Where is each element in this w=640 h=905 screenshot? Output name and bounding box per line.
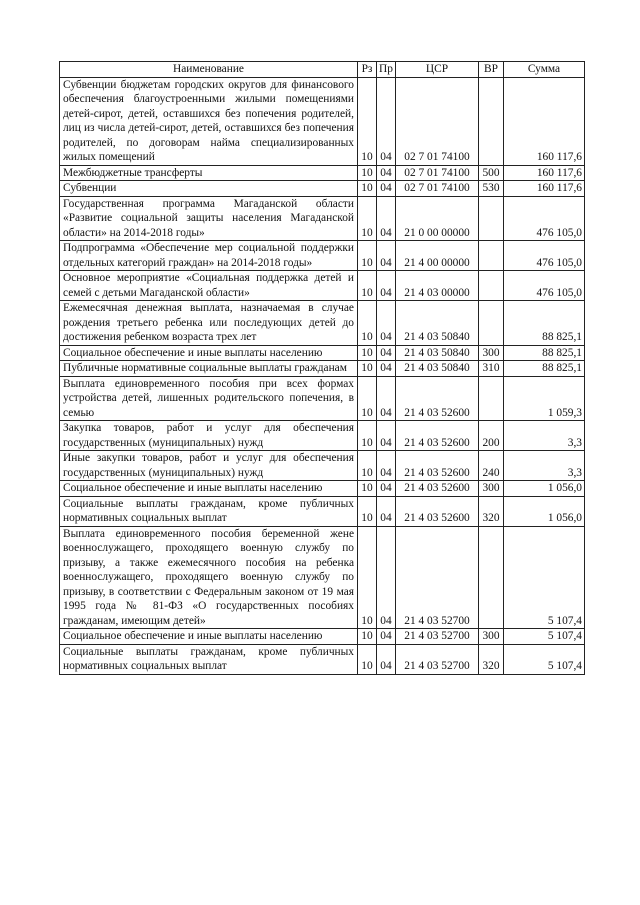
cell-vr: 240 [479, 451, 504, 481]
cell-vr: 300 [479, 345, 504, 361]
table-row [60, 451, 585, 481]
table-row [60, 644, 585, 674]
cell-rz: 10 [358, 421, 377, 451]
cell-csr: 02 7 01 74100 [396, 77, 479, 165]
cell-csr: 02 7 01 74100 [396, 181, 479, 197]
cell-vr [479, 526, 504, 629]
cell-vr: 320 [479, 496, 504, 526]
cell-sum: 88 825,1 [504, 345, 585, 361]
cell-pr: 04 [377, 241, 396, 271]
cell-pr: 04 [377, 345, 396, 361]
cell-name: Выплата единовременного пособия при всех формах устройства детей, лишенных родительского попечения, в семью [60, 376, 358, 421]
table-row [60, 271, 585, 301]
cell-name: Социальное обеспечение и иные выплаты населению [60, 629, 358, 645]
header-pr: Пр [377, 62, 396, 78]
cell-vr [479, 196, 504, 241]
cell-vr [479, 271, 504, 301]
cell-name: Социальное обеспечение и иные выплаты населению [60, 481, 358, 497]
table-row [60, 376, 585, 421]
cell-vr [479, 77, 504, 165]
cell-sum: 3,3 [504, 451, 585, 481]
cell-csr: 21 4 03 50840 [396, 345, 479, 361]
table-row [60, 526, 585, 629]
cell-name: Социальное обеспечение и иные выплаты населению [60, 345, 358, 361]
cell-sum: 160 117,6 [504, 165, 585, 181]
cell-rz: 10 [358, 165, 377, 181]
cell-sum: 5 107,4 [504, 526, 585, 629]
cell-csr: 21 4 03 00000 [396, 271, 479, 301]
cell-sum: 1 056,0 [504, 481, 585, 497]
cell-csr: 21 4 03 52700 [396, 629, 479, 645]
cell-sum: 1 059,3 [504, 376, 585, 421]
cell-vr: 530 [479, 181, 504, 197]
cell-vr [479, 301, 504, 346]
table-row [60, 241, 585, 271]
cell-sum: 476 105,0 [504, 196, 585, 241]
cell-csr: 21 4 03 52600 [396, 481, 479, 497]
cell-csr: 02 7 01 74100 [396, 165, 479, 181]
cell-rz: 10 [358, 376, 377, 421]
table-row [60, 361, 585, 377]
cell-rz: 10 [358, 345, 377, 361]
cell-pr: 04 [377, 376, 396, 421]
cell-pr: 04 [377, 165, 396, 181]
cell-rz: 10 [358, 301, 377, 346]
cell-csr: 21 4 03 52600 [396, 451, 479, 481]
cell-rz: 10 [358, 181, 377, 197]
cell-rz: 10 [358, 196, 377, 241]
table-row [60, 77, 585, 165]
table-row [60, 165, 585, 181]
table-header-row [60, 62, 585, 78]
cell-rz: 10 [358, 496, 377, 526]
table-row [60, 181, 585, 197]
table-row [60, 421, 585, 451]
cell-name: Субвенции бюджетам городских округов для финансового обеспечения благоустроенными жилыми помещениями детей-сирот, детей, оставшихся без попечения родителей, лиц из числа детей-сирот, детей, оставшихся без попечения родителей, по договорам найма специализированных жилых помещений [60, 77, 358, 165]
cell-rz: 10 [358, 77, 377, 165]
cell-csr: 21 4 03 52700 [396, 526, 479, 629]
cell-sum: 476 105,0 [504, 241, 585, 271]
cell-pr: 04 [377, 77, 396, 165]
cell-pr: 04 [377, 181, 396, 197]
cell-vr: 500 [479, 165, 504, 181]
cell-pr: 04 [377, 361, 396, 377]
cell-sum: 160 117,6 [504, 77, 585, 165]
cell-sum: 1 056,0 [504, 496, 585, 526]
cell-vr: 320 [479, 644, 504, 674]
cell-vr [479, 376, 504, 421]
cell-pr: 04 [377, 481, 396, 497]
cell-pr: 04 [377, 496, 396, 526]
cell-rz: 10 [358, 241, 377, 271]
cell-pr: 04 [377, 421, 396, 451]
cell-sum: 88 825,1 [504, 361, 585, 377]
cell-vr: 300 [479, 629, 504, 645]
cell-rz: 10 [358, 629, 377, 645]
cell-sum: 5 107,4 [504, 629, 585, 645]
budget-table [59, 61, 585, 675]
table-row [60, 345, 585, 361]
cell-csr: 21 4 00 00000 [396, 241, 479, 271]
cell-pr: 04 [377, 196, 396, 241]
cell-rz: 10 [358, 271, 377, 301]
table-row [60, 301, 585, 346]
cell-name: Основное мероприятие «Социальная поддержка детей и семей с детьми Магаданской области» [60, 271, 358, 301]
cell-csr: 21 4 03 50840 [396, 361, 479, 377]
cell-rz: 10 [358, 481, 377, 497]
cell-csr: 21 4 03 52600 [396, 496, 479, 526]
table-body [60, 77, 585, 674]
cell-name: Государственная программа Магаданской области «Развитие социальной защиты населения Магаданской области» на 2014-2018 годы» [60, 196, 358, 241]
cell-name: Выплата единовременного пособия беременной жене военнослужащего, проходящего военную службу по призыву, а также ежемесячного пособия на ребенка военнослужащего, проходящего военную службу по призыву, в соответствии с Федеральным законом от 19 мая 1995 года № 81-ФЗ «О государственных пособиях гражданам, имеющим детей» [60, 526, 358, 629]
cell-sum: 5 107,4 [504, 644, 585, 674]
header-sum: Сумма [504, 62, 585, 78]
cell-csr: 21 4 03 52600 [396, 376, 479, 421]
cell-rz: 10 [358, 361, 377, 377]
cell-name: Публичные нормативные социальные выплаты гражданам [60, 361, 358, 377]
table-row [60, 496, 585, 526]
cell-vr: 300 [479, 481, 504, 497]
cell-pr: 04 [377, 271, 396, 301]
cell-name: Межбюджетные трансферты [60, 165, 358, 181]
cell-rz: 10 [358, 451, 377, 481]
cell-pr: 04 [377, 629, 396, 645]
cell-rz: 10 [358, 644, 377, 674]
header-csr: ЦСР [396, 62, 479, 78]
cell-name: Субвенции [60, 181, 358, 197]
cell-name: Социальные выплаты гражданам, кроме публичных нормативных социальных выплат [60, 496, 358, 526]
cell-csr: 21 0 00 00000 [396, 196, 479, 241]
cell-vr [479, 241, 504, 271]
cell-pr: 04 [377, 301, 396, 346]
header-name: Наименование [60, 62, 358, 78]
cell-sum: 160 117,6 [504, 181, 585, 197]
cell-sum: 88 825,1 [504, 301, 585, 346]
cell-pr: 04 [377, 451, 396, 481]
table-row [60, 629, 585, 645]
cell-pr: 04 [377, 644, 396, 674]
cell-sum: 476 105,0 [504, 271, 585, 301]
cell-csr: 21 4 03 52600 [396, 421, 479, 451]
table-row [60, 481, 585, 497]
cell-vr: 310 [479, 361, 504, 377]
cell-csr: 21 4 03 50840 [396, 301, 479, 346]
cell-name: Иные закупки товаров, работ и услуг для обеспечения государственных (муниципальных) нужд [60, 451, 358, 481]
cell-rz: 10 [358, 526, 377, 629]
cell-name: Социальные выплаты гражданам, кроме публичных нормативных социальных выплат [60, 644, 358, 674]
cell-csr: 21 4 03 52700 [396, 644, 479, 674]
cell-pr: 04 [377, 526, 396, 629]
cell-name: Закупка товаров, работ и услуг для обеспечения государственных (муниципальных) нужд [60, 421, 358, 451]
cell-name: Ежемесячная денежная выплата, назначаемая в случае рождения третьего ребенка или последующих детей до достижения ребенком возраста трех лет [60, 301, 358, 346]
header-vr: ВР [479, 62, 504, 78]
cell-vr: 200 [479, 421, 504, 451]
cell-sum: 3,3 [504, 421, 585, 451]
header-rz: Рз [358, 62, 377, 78]
cell-name: Подпрограмма «Обеспечение мер социальной поддержки отдельных категорий граждан» на 2014-2018 годы» [60, 241, 358, 271]
table-row [60, 196, 585, 241]
